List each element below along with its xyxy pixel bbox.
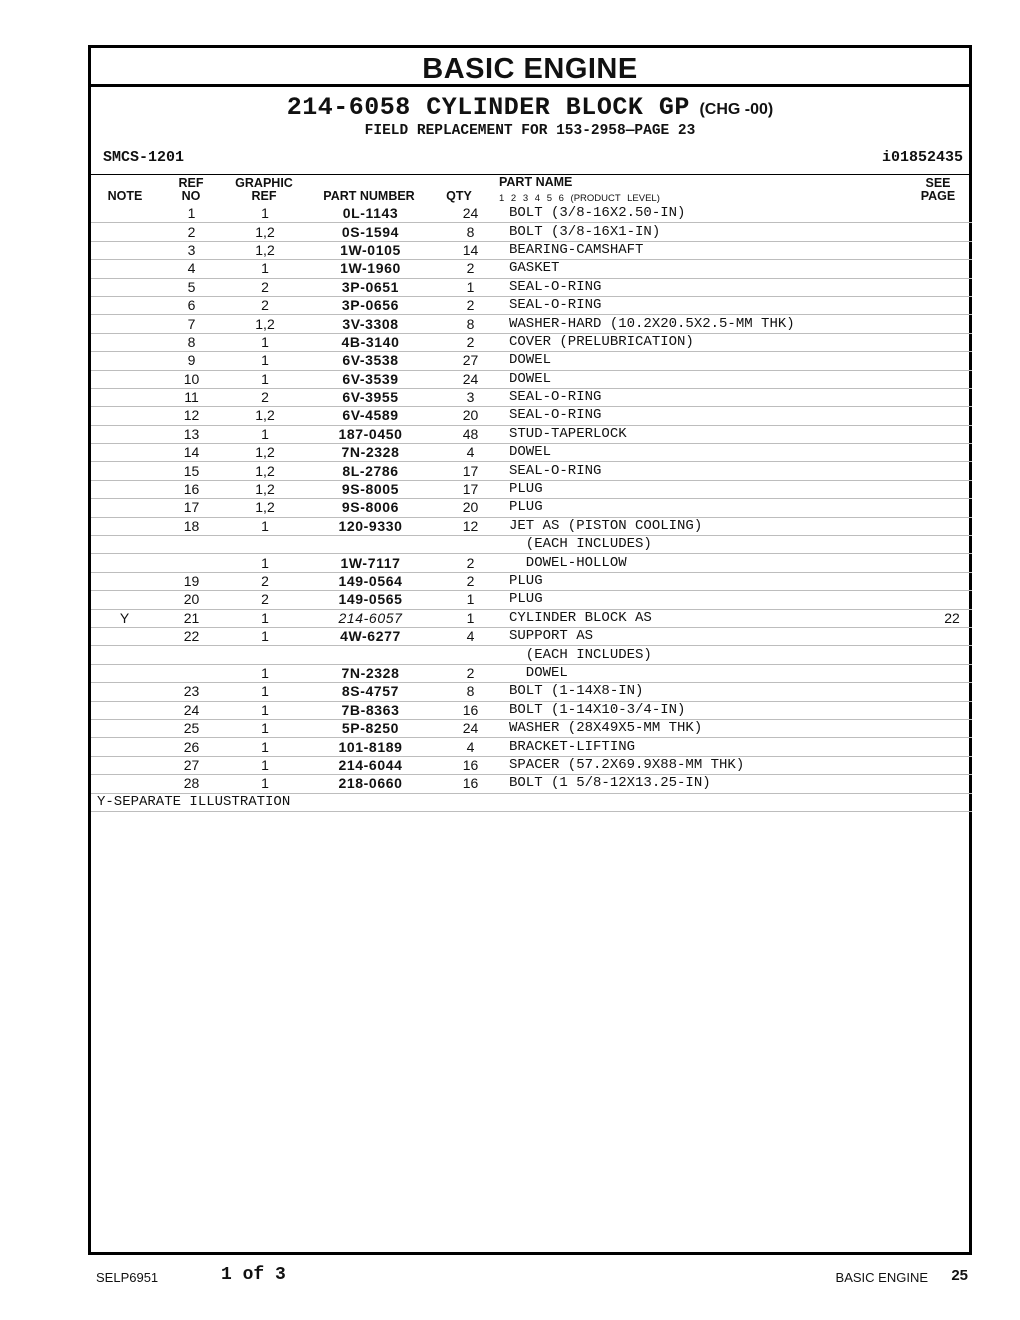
cell-see <box>932 407 972 425</box>
cell-see <box>932 223 972 241</box>
cell-gref: 1 <box>225 683 305 701</box>
cell-qty: 24 <box>428 205 507 223</box>
cell-see <box>932 205 972 223</box>
document-number: SELP6951 <box>96 1270 159 1285</box>
cell-note <box>91 223 158 241</box>
cell-gref: 1,2 <box>225 241 305 259</box>
table-row <box>91 260 972 278</box>
cell-gref: 1 <box>225 554 305 572</box>
cell-gref: 1 <box>225 701 305 719</box>
cell-ref: 9 <box>158 352 225 370</box>
cell-note <box>91 296 158 314</box>
cell-note <box>91 278 158 296</box>
cell-part <box>305 646 428 664</box>
cell-ref: 20 <box>158 591 225 609</box>
cell-see <box>932 352 972 370</box>
cell-note <box>91 407 158 425</box>
col-product-levels: 1 2 3 4 5 6 (PRODUCT LEVEL) <box>499 193 660 204</box>
col-ref-top: REF <box>178 176 204 190</box>
cell-gref: 2 <box>225 278 305 296</box>
cell-note <box>91 627 158 645</box>
cell-note <box>91 572 158 590</box>
cell-see <box>932 591 972 609</box>
cell-see <box>932 278 972 296</box>
cell-gref: 1 <box>225 627 305 645</box>
cell-qty: 1 <box>428 591 507 609</box>
table-row <box>91 572 972 590</box>
footer-section: BASIC ENGINE <box>835 1270 928 1285</box>
cell-ref: 13 <box>158 425 225 443</box>
parts-table <box>91 205 972 812</box>
table-row <box>91 388 972 406</box>
cell-part: 6V-4589 <box>305 407 428 425</box>
cell-part: 214-6057 <box>305 609 428 627</box>
cell-qty: 4 <box>428 627 507 645</box>
cell-see <box>932 719 972 737</box>
cell-qty <box>428 646 507 664</box>
cell-name: SEAL-O-RING <box>507 407 932 425</box>
footnote: Y-SEPARATE ILLUSTRATION <box>91 793 972 811</box>
cell-ref: 27 <box>158 756 225 774</box>
cell-name: (EACH INCLUDES) <box>507 646 932 664</box>
cell-part: 6V-3538 <box>305 352 428 370</box>
cell-note <box>91 554 158 572</box>
cell-name: SEAL-O-RING <box>507 296 932 314</box>
section-title: BASIC ENGINE <box>91 48 969 87</box>
col-part-name: PART NAME <box>499 175 573 189</box>
cell-note <box>91 719 158 737</box>
cell-ref: 24 <box>158 701 225 719</box>
table-row <box>91 627 972 645</box>
footnote-row <box>91 793 972 811</box>
cell-qty: 27 <box>428 352 507 370</box>
smcs-code: SMCS-1201 <box>103 149 185 166</box>
cell-part: 4W-6277 <box>305 627 428 645</box>
cell-ref: 4 <box>158 260 225 278</box>
cell-see <box>932 444 972 462</box>
table-row <box>91 554 972 572</box>
cell-qty: 2 <box>428 296 507 314</box>
cell-name: SEAL-O-RING <box>507 278 932 296</box>
cell-part: 187-0450 <box>305 425 428 443</box>
cell-ref: 18 <box>158 517 225 535</box>
cell-see <box>932 315 972 333</box>
table-row <box>91 425 972 443</box>
cell-name: SEAL-O-RING <box>507 462 932 480</box>
cell-see <box>932 370 972 388</box>
group-title-line <box>91 93 969 122</box>
table-row <box>91 664 972 682</box>
cell-gref: 2 <box>225 572 305 590</box>
col-ref-bottom: NO <box>181 189 201 203</box>
cell-note <box>91 462 158 480</box>
cell-name: PLUG <box>507 591 932 609</box>
cell-note: Y <box>91 609 158 627</box>
cell-qty: 16 <box>428 756 507 774</box>
cell-ref: 19 <box>158 572 225 590</box>
group-title: 214-6058 CYLINDER BLOCK GP <box>286 93 690 122</box>
cell-name: JET AS (PISTON COOLING) <box>507 517 932 535</box>
cell-qty: 8 <box>428 683 507 701</box>
cell-ref: 26 <box>158 738 225 756</box>
cell-gref: 2 <box>225 296 305 314</box>
cell-name: PLUG <box>507 499 932 517</box>
cell-note <box>91 664 158 682</box>
cell-part: 218-0660 <box>305 775 428 793</box>
cell-see <box>932 554 972 572</box>
cell-see <box>932 499 972 517</box>
cell-qty: 3 <box>428 388 507 406</box>
cell-see <box>932 388 972 406</box>
cell-note <box>91 701 158 719</box>
table-row <box>91 775 972 793</box>
cell-name: DOWEL <box>507 664 932 682</box>
cell-part: 214-6044 <box>305 756 428 774</box>
cell-note <box>91 260 158 278</box>
table-row <box>91 352 972 370</box>
cell-part <box>305 536 428 554</box>
cell-name: DOWEL <box>507 444 932 462</box>
cell-ref: 1 <box>158 205 225 223</box>
cell-part: 149-0565 <box>305 591 428 609</box>
column-header <box>91 176 969 206</box>
table-row <box>91 296 972 314</box>
cell-gref: 1 <box>225 260 305 278</box>
col-see-top: SEE <box>925 176 951 190</box>
cell-see <box>932 701 972 719</box>
cell-name: WASHER (28X49X5-MM THK) <box>507 719 932 737</box>
cell-see <box>932 517 972 535</box>
table-row <box>91 536 972 554</box>
cell-note <box>91 536 158 554</box>
table-row <box>91 480 972 498</box>
cell-ref: 11 <box>158 388 225 406</box>
cell-qty: 16 <box>428 775 507 793</box>
cell-see <box>932 333 972 351</box>
cell-note <box>91 683 158 701</box>
cell-part: 4B-3140 <box>305 333 428 351</box>
cell-gref: 1 <box>225 352 305 370</box>
cell-see: 22 <box>932 609 972 627</box>
cell-name: DOWEL <box>507 370 932 388</box>
parts-table-body <box>91 205 972 811</box>
cell-note <box>91 517 158 535</box>
table-row <box>91 591 972 609</box>
cell-qty: 2 <box>428 333 507 351</box>
cell-see <box>932 627 972 645</box>
cell-name: BRACKET-LIFTING <box>507 738 932 756</box>
cell-qty: 2 <box>428 572 507 590</box>
table-row <box>91 223 972 241</box>
cell-name: GASKET <box>507 260 932 278</box>
table-row <box>91 609 972 627</box>
cell-note <box>91 352 158 370</box>
cell-note <box>91 480 158 498</box>
cell-ref: 25 <box>158 719 225 737</box>
cell-name: DOWEL-HOLLOW <box>507 554 932 572</box>
cell-ref: 10 <box>158 370 225 388</box>
table-row <box>91 738 972 756</box>
table-row <box>91 719 972 737</box>
cell-gref: 1 <box>225 370 305 388</box>
cell-qty: 4 <box>428 738 507 756</box>
cell-see <box>932 683 972 701</box>
table-row <box>91 333 972 351</box>
cell-name: BOLT (3/8-16X2.50-IN) <box>507 205 932 223</box>
cell-gref: 2 <box>225 591 305 609</box>
cell-gref: 1 <box>225 738 305 756</box>
cell-qty: 17 <box>428 480 507 498</box>
col-see-bottom: PAGE <box>920 189 956 203</box>
cell-note <box>91 241 158 259</box>
cell-ref <box>158 646 225 664</box>
cell-part: 3V-3308 <box>305 315 428 333</box>
field-replacement-note: FIELD REPLACEMENT FOR 153-2958—PAGE 23 <box>364 123 696 139</box>
cell-name: SEAL-O-RING <box>507 388 932 406</box>
col-graphic-bottom: REF <box>251 189 277 203</box>
cell-name: BOLT (3/8-16X1-IN) <box>507 223 932 241</box>
smcs-row <box>103 149 963 169</box>
table-row <box>91 241 972 259</box>
cell-part: 6V-3539 <box>305 370 428 388</box>
cell-see <box>932 646 972 664</box>
cell-qty: 20 <box>428 499 507 517</box>
cell-gref: 1 <box>225 609 305 627</box>
cell-name: SUPPORT AS <box>507 627 932 645</box>
cell-qty: 2 <box>428 664 507 682</box>
cell-part: 8L-2786 <box>305 462 428 480</box>
cell-see <box>932 462 972 480</box>
cell-note <box>91 775 158 793</box>
page-of: 1 of 3 <box>221 1265 286 1285</box>
cell-name: STUD-TAPERLOCK <box>507 425 932 443</box>
cell-name: CYLINDER BLOCK AS <box>507 609 932 627</box>
cell-note <box>91 646 158 664</box>
cell-qty: 2 <box>428 260 507 278</box>
cell-see <box>932 775 972 793</box>
cell-qty: 12 <box>428 517 507 535</box>
cell-qty: 17 <box>428 462 507 480</box>
cell-qty: 8 <box>428 315 507 333</box>
cell-part: 120-9330 <box>305 517 428 535</box>
page-footer <box>96 1265 968 1289</box>
table-row <box>91 462 972 480</box>
cell-ref: 23 <box>158 683 225 701</box>
cell-qty: 2 <box>428 554 507 572</box>
cell-see <box>932 738 972 756</box>
illustration-id: i01852435 <box>881 149 963 166</box>
cell-gref: 1,2 <box>225 462 305 480</box>
cell-part: 3P-0651 <box>305 278 428 296</box>
cell-ref <box>158 536 225 554</box>
cell-gref: 2 <box>225 388 305 406</box>
cell-part: 9S-8005 <box>305 480 428 498</box>
cell-note <box>91 756 158 774</box>
cell-ref: 7 <box>158 315 225 333</box>
col-note: NOTE <box>107 189 143 203</box>
cell-part: 1W-1960 <box>305 260 428 278</box>
cell-part: 7N-2328 <box>305 444 428 462</box>
cell-qty: 48 <box>428 425 507 443</box>
cell-note <box>91 388 158 406</box>
change-level: (CHG -00) <box>699 101 774 118</box>
cell-ref: 22 <box>158 627 225 645</box>
cell-part: 0L-1143 <box>305 205 428 223</box>
cell-name: COVER (PRELUBRICATION) <box>507 333 932 351</box>
cell-ref: 17 <box>158 499 225 517</box>
cell-name: BOLT (1-14X10-3/4-IN) <box>507 701 932 719</box>
cell-gref: 1,2 <box>225 315 305 333</box>
cell-see <box>932 260 972 278</box>
cell-gref <box>225 536 305 554</box>
table-row <box>91 517 972 535</box>
cell-note <box>91 425 158 443</box>
cell-see <box>932 425 972 443</box>
cell-qty: 14 <box>428 241 507 259</box>
table-row <box>91 701 972 719</box>
cell-gref: 1,2 <box>225 407 305 425</box>
cell-gref: 1 <box>225 425 305 443</box>
cell-part: 7B-8363 <box>305 701 428 719</box>
cell-gref: 1,2 <box>225 444 305 462</box>
cell-name: PLUG <box>507 572 932 590</box>
cell-name: BOLT (1-14X8-IN) <box>507 683 932 701</box>
col-part-number: PART NUMBER <box>323 189 415 203</box>
cell-note <box>91 315 158 333</box>
cell-gref: 1 <box>225 664 305 682</box>
cell-name: DOWEL <box>507 352 932 370</box>
cell-note <box>91 333 158 351</box>
cell-see <box>932 572 972 590</box>
cell-note <box>91 738 158 756</box>
table-row <box>91 756 972 774</box>
cell-part: 101-8189 <box>305 738 428 756</box>
cell-part: 9S-8006 <box>305 499 428 517</box>
cell-part: 3P-0656 <box>305 296 428 314</box>
cell-qty: 16 <box>428 701 507 719</box>
cell-gref: 1 <box>225 205 305 223</box>
cell-qty: 1 <box>428 278 507 296</box>
cell-part: 6V-3955 <box>305 388 428 406</box>
cell-ref <box>158 554 225 572</box>
cell-ref: 5 <box>158 278 225 296</box>
table-row <box>91 205 972 223</box>
cell-ref: 12 <box>158 407 225 425</box>
table-row <box>91 407 972 425</box>
cell-see <box>932 756 972 774</box>
parts-list-frame <box>88 45 972 1255</box>
cell-gref: 1,2 <box>225 499 305 517</box>
cell-gref: 1 <box>225 719 305 737</box>
table-row <box>91 315 972 333</box>
cell-ref: 3 <box>158 241 225 259</box>
cell-part: 149-0564 <box>305 572 428 590</box>
col-qty: QTY <box>446 189 472 203</box>
cell-see <box>932 296 972 314</box>
cell-name: BEARING-CAMSHAFT <box>507 241 932 259</box>
cell-ref: 8 <box>158 333 225 351</box>
cell-gref: 1,2 <box>225 480 305 498</box>
table-row <box>91 499 972 517</box>
cell-part: 5P-8250 <box>305 719 428 737</box>
cell-qty: 8 <box>428 223 507 241</box>
cell-part: 1W-7117 <box>305 554 428 572</box>
cell-ref: 6 <box>158 296 225 314</box>
cell-part: 7N-2328 <box>305 664 428 682</box>
cell-name: (EACH INCLUDES) <box>507 536 932 554</box>
cell-part: 0S-1594 <box>305 223 428 241</box>
cell-see <box>932 480 972 498</box>
cell-qty <box>428 536 507 554</box>
cell-name: BOLT (1 5/8-12X13.25-IN) <box>507 775 932 793</box>
cell-name: WASHER-HARD (10.2X20.5X2.5-MM THK) <box>507 315 932 333</box>
page-number: 25 <box>951 1267 968 1284</box>
cell-ref: 14 <box>158 444 225 462</box>
cell-see <box>932 664 972 682</box>
cell-gref: 1 <box>225 756 305 774</box>
table-row <box>91 370 972 388</box>
cell-ref: 2 <box>158 223 225 241</box>
cell-qty: 20 <box>428 407 507 425</box>
cell-part: 1W-0105 <box>305 241 428 259</box>
cell-ref: 16 <box>158 480 225 498</box>
cell-note <box>91 205 158 223</box>
cell-ref <box>158 664 225 682</box>
table-row <box>91 278 972 296</box>
cell-note <box>91 591 158 609</box>
cell-gref: 1 <box>225 333 305 351</box>
cell-name: PLUG <box>507 480 932 498</box>
col-graphic-top: GRAPHIC <box>235 176 293 190</box>
cell-note <box>91 444 158 462</box>
cell-gref: 1 <box>225 775 305 793</box>
cell-note <box>91 370 158 388</box>
cell-name: SPACER (57.2X69.9X88-MM THK) <box>507 756 932 774</box>
cell-qty: 1 <box>428 609 507 627</box>
cell-qty: 24 <box>428 719 507 737</box>
cell-gref <box>225 646 305 664</box>
cell-ref: 28 <box>158 775 225 793</box>
cell-part: 8S-4757 <box>305 683 428 701</box>
cell-gref: 1,2 <box>225 223 305 241</box>
table-row <box>91 444 972 462</box>
cell-ref: 15 <box>158 462 225 480</box>
cell-gref: 1 <box>225 517 305 535</box>
cell-see <box>932 241 972 259</box>
cell-qty: 4 <box>428 444 507 462</box>
cell-note <box>91 499 158 517</box>
cell-qty: 24 <box>428 370 507 388</box>
cell-ref: 21 <box>158 609 225 627</box>
table-row <box>91 646 972 664</box>
table-row <box>91 683 972 701</box>
cell-see <box>932 536 972 554</box>
